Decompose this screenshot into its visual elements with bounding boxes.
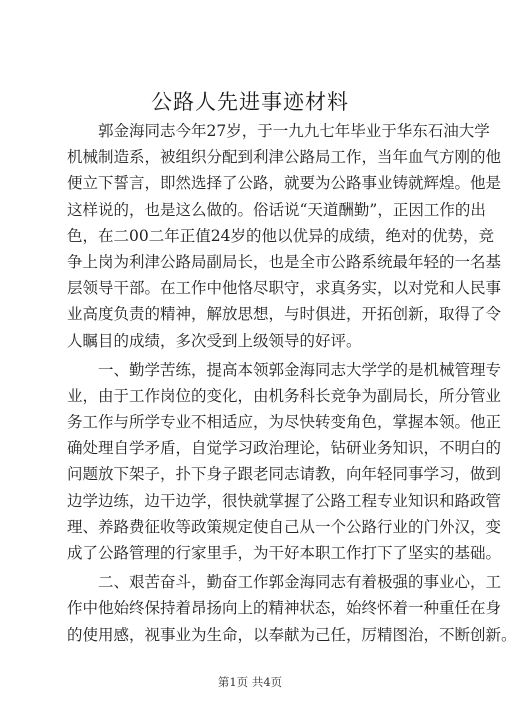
paragraph-intro xyxy=(67,118,502,354)
text-line: 郭金海同志今年27岁，于一九九七年毕业于华东石油大学 xyxy=(98,122,490,140)
text-line: 的使用感，视事业为生命，以奉献为己任，厉精图治，不断创新。 xyxy=(67,625,517,644)
text-line: 问题放下架子，扑下身子跟老同志请教，向年轻同事学习，做到 xyxy=(67,465,502,484)
text-line: 便立下誓言，即然选择了公路，就要为公路事业铸就辉煌。他是 xyxy=(67,174,502,193)
text-line: 确处理自学矛盾，自觉学习政治理论，钻研业务知识，不明白的 xyxy=(67,439,502,458)
text-line: 业高度负责的精神，解放思想，与时俱进，开拓创新，取得了令 xyxy=(67,305,502,324)
text-line: 业，由于工作岗位的变化，由机务科长竞争为副局长，所分管业 xyxy=(67,386,502,405)
page-number-footer: 第1页 共4页 xyxy=(217,675,283,689)
text-line: 色，在二00二年正值24岁的他以优异的成绩，绝对的优势，竞 xyxy=(67,226,494,245)
text-line: 成了公路管理的行家里手，为干好本职工作打下了坚实的基础。 xyxy=(67,544,502,562)
text-line: 机械制造系，被组织分配到利津公路局工作，当年血气方刚的他 xyxy=(67,148,502,167)
paragraph-work xyxy=(67,569,517,648)
text-line: 理、养路费征收等政策规定使自己从一个公路行业的门外汉，变 xyxy=(67,517,502,536)
text-line: 作中他始终保持着昂扬向上的精神状态，始终怀着一种重任在身 xyxy=(67,599,502,618)
text-line: 务工作与所学专业不相适应，为尽快转变角色，掌握本领。他正 xyxy=(67,413,502,432)
text-line: 层领导干部。在工作中他恪尽职守，求真务实，以对党和人民事 xyxy=(67,279,502,298)
document-title: 公路人先进事迹材料 xyxy=(151,90,349,114)
document-body xyxy=(67,118,517,648)
text-line: 边学边练，边干边学，很快就掌握了公路工程专业知识和路政管 xyxy=(67,491,502,510)
text-line: 争上岗为利津公路局副局长，也是全市公路系统最年轻的一名基 xyxy=(67,252,502,271)
paragraph-study xyxy=(67,357,502,567)
text-line: 这样说的，也是这么做的。俗话说“天道酬勤”，正因工作的出 xyxy=(67,200,486,219)
text-line: 二、艰苦奋斗，勤奋工作郭金海同志有着极强的事业心，工 xyxy=(98,573,502,592)
text-line: 人瞩目的成绩，多次受到上级领导的好评。 xyxy=(67,331,362,350)
text-line: 一、勤学苦练，提高本领郭金海同志大学学的是机械管理专 xyxy=(98,360,502,379)
